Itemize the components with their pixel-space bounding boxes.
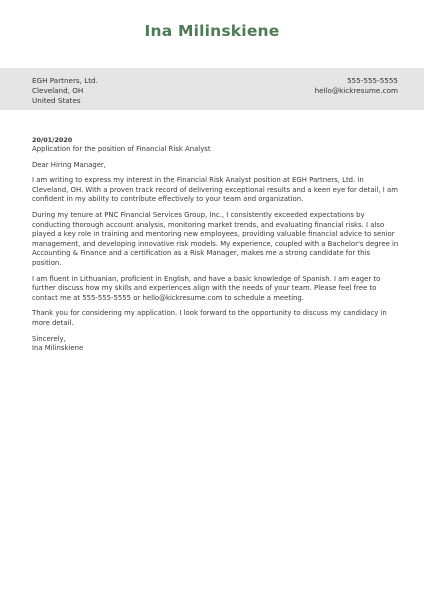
letter-paragraph-3: I am fluent in Lithuanian, proficient in English, and have a basic knowledge of Spanish. I am eager to further discuss how my skills and experiences align with the needs of your team. Please feel free to contact me at 555-555-5555 or hello@kickresume.com to schedule a meeting. [32,274,381,302]
letter-date: 20/01/2020 [32,136,73,144]
letter-paragraph-1: I am writing to express my interest in the Financial Risk Analyst position at EGH Partners, Ltd. in Cleveland, OH. With a proven track record of delivering exceptional results and a keen eye for detail, I am confident in my ability to contribute effectively to your team and organization. [32,176,398,204]
letter-paragraph-4: Thank you for considering my application. I look forward to the opportunity to discuss my candidacy in more detail. [32,309,387,327]
sender-email: hello@kickresume.com [314,86,398,95]
letter-body [32,136,400,354]
contact-band [0,68,424,110]
sender-contact [315,76,398,96]
letter-closing: Sincerely, [32,334,66,343]
letter-subject: Application for the position of Financial Risk Analyst [32,145,211,153]
candidate-name: Ina Milinskiene [144,22,280,40]
letter-paragraph-2: During my tenure at PNC Financial Services Group, Inc., I consistently exceeded expectations by conducting thorough account analysis, monitoring market trends, and evaluating financial risks. I also played a key role in training and mentoring new employees, providing valuable financial advice to senior management, and developing innovative risk models. My experience, coupled with a Bachelor's degree in Accounting & Finance and a certification as a Risk Manager, makes me a strong candidate for this position. [32,210,399,267]
recipient-company: EGH Partners, Ltd. [32,76,98,85]
letter-signature: Ina Milinskiene [32,344,84,353]
sender-phone: 555-555-5555 [347,76,398,85]
letter-greeting: Dear Hiring Manager, [32,160,106,169]
recipient-city: Cleveland, OH [32,86,84,95]
recipient-address [32,76,98,106]
recipient-country: United States [32,96,81,105]
